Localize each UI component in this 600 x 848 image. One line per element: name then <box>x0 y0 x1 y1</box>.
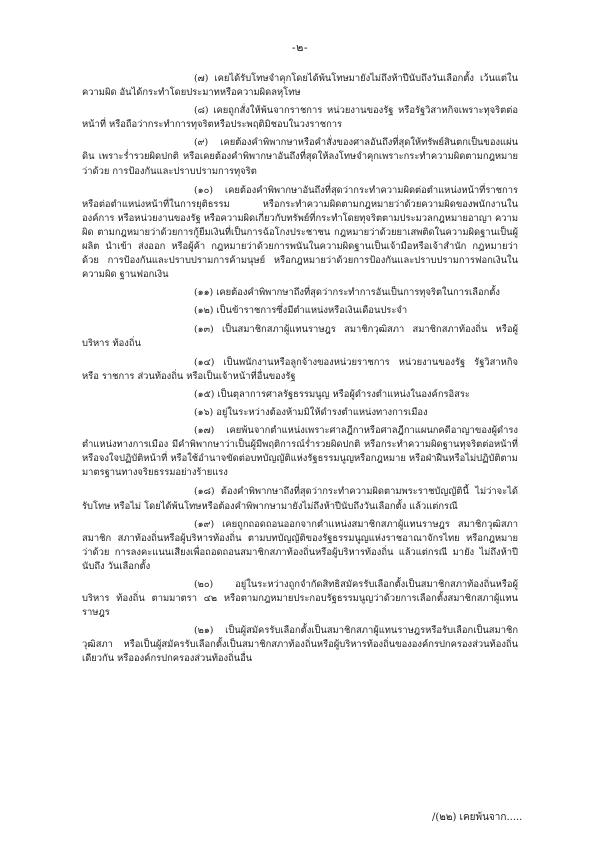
paragraph-9: (๙) เคยต้องคำพิพากษาหรือคำสั่งของศาลอันถึงที่สุดให้ทรัพย์สินตกเป็นของแผ่นดิน เพราะร่ำรวยผิดปกติ หรือเคยต้องคำพิพากษาอันถึงที่สุดให้ลงโทษจำคุกเพราะกระทำความผิดตามกฎหมายว่าด้วย การป้องกันและปราบปรามการทุจริต <box>82 137 518 177</box>
paragraph-13: (๑๓) เป็นสมาชิกสภาผู้แทนราษฎร สมาชิกวุฒิสภา สมาชิกสภาท้องถิ่น หรือผู้บริหาร ท้องถิ่น <box>82 323 518 349</box>
paragraph-8: (๘) เคยถูกสั่งให้พ้นจากราชการ หน่วยงานของรัฐ หรือรัฐวิสาหกิจเพราะทุจริตต่อหน้าที่ หรือถือว่ากระทำการทุจริตหรือประพฤติมิชอบในวงราชการ <box>82 105 518 131</box>
paragraph-20: (๒๐) อยู่ในระหว่างถูกจำกัดสิทธิสมัครรับเลือกตั้งเป็นสมาชิกสภาท้องถิ่นหรือผู้บริหาร ท้องถิ่น ตามมาตรา ๔๒ หรือตามกฎหมายประกอบรัฐธรรมนูญว่าด้วยการเลือกตั้งสมาชิกสภาผู้แทนราษฎร <box>82 579 518 619</box>
paragraph-19: (๑๙) เคยถูกถอดถอนออกจากตำแหน่งสมาชิกสภาผู้แทนราษฎร สมาชิกวุฒิสภา สมาชิก สภาท้องถิ่นหรือผู้บริหารท้องถิ่น ตามบทบัญญัติของรัฐธรรมนูญแห่งราชอาณาจักรไทย หรือกฎหมายว่าด้วย การลงคะแนนเสียงเพื่อถอดถอนสมาชิกสภาท้องถิ่นหรือผู้บริหารท้องถิ่น แล้วแต่กรณี มายัง ไม่ถึงห้าปีนับถึง วันเลือกตั้ง <box>82 518 518 572</box>
paragraph-10: (๑๐) เคยต้องคำพิพากษาอันถึงที่สุดว่ากระทำความผิดต่อตำแหน่งหน้าที่ราชการ หรือต่อตำแหน่งหน้าที่ในการยุติธรรม หรือกระทำความผิดตามกฎหมายว่าด้วยความผิดของพนักงานในองค์การ หรือหน่วยงานของรัฐ หรือความผิดเกี่ยวกับทรัพย์ที่กระทำโดยทุจริตตามประมวลกฎหมายอาญา ความผิด ตามกฎหมายว่าด้วยการกู้ยืมเงินที่เป็นการฉ้อโกงประชาชน กฎหมายว่าด้วยยาเสพติดในความผิดฐานเป็นผู้ผลิต นำเข้า ส่งออก หรือผู้ค้า กฎหมายว่าด้วยการพนันในความผิดฐานเป็นเจ้ามือหรือเจ้าสำนัก กฎหมายว่าด้วย การป้องกันและปราบปรามการค้ามนุษย์ หรือกฎหมายว่าด้วยการป้องกันและปราบปรามการฟอกเงินในความผิด ฐานฟอกเงิน <box>82 184 518 281</box>
paragraph-17: (๑๗) เคยพ้นจากตำแหน่งเพราะศาลฎีกาหรือศาลฎีกาแผนกคดีอาญาของผู้ดำรง ตำแหน่งทางการเมือง มีคำพิพากษาว่าเป็นผู้มีพฤติการณ์ร่ำรวยผิดปกติ หรือกระทำความผิดฐานทุจริตต่อหน้าที่ หรือจงใจปฏิบัติหน้าที่ หรือใช้อำนาจขัดต่อบทบัญญัติแห่งรัฐธรรมนูญหรือกฎหมาย หรือฝ่าฝืนหรือไม่ปฏิบัติตาม มาตรฐานทางจริยธรรมอย่างร้ายแรง <box>82 425 518 479</box>
paragraph-7: (๗) เคยได้รับโทษจำคุกโดยได้พ้นโทษมายังไม่ถึงห้าปีนับถึงวันเลือกตั้ง เว้นแต่ในความผิด อันได้กระทำโดยประมาทหรือความผิดลหุโทษ <box>82 73 518 99</box>
paragraph-18: (๑๘) ต้องคำพิพากษาถึงที่สุดว่ากระทำความผิดตามพระราชบัญญัตินี้ ไม่ว่าจะได้รับโทษ หรือไม่ โดยได้พ้นโทษหรือต้องคำพิพากษามายังไม่ถึงห้าปีนับถึงวันเลือกตั้ง แล้วแต่กรณี <box>82 486 518 512</box>
paragraph-16: (๑๖) อยู่ในระหว่างต้องห้ามมิให้ดำรงตำแหน่งทางการเมือง <box>194 406 428 418</box>
paragraph-11: (๑๑) เคยต้องคำพิพากษาถึงที่สุดว่ากระทำการอันเป็นการทุจริตในการเลือกตั้ง <box>194 287 500 299</box>
continuation-note: /(๒๒) เคยพ้นจาก..... <box>432 812 523 823</box>
page-number: -๒- <box>291 41 309 54</box>
paragraph-12: (๑๒) เป็นข้าราชการซึ่งมีตำแหน่งหรือเงินเดือนประจำ <box>194 305 408 317</box>
document-body <box>82 72 518 671</box>
paragraph-21: (๒๑) เป็นผู้สมัครรับเลือกตั้งเป็นสมาชิกสภาผู้แทนราษฎรหรือรับเลือกเป็นสมาชิก วุฒิสภา หรือเป็นผู้สมัครรับเลือกตั้งเป็นสมาชิกสภาท้องถิ่นหรือผู้บริหารท้องถิ่นขององค์กรปกครองส่วนท้องถิ่น เดียวกัน หรือองค์กรปกครองส่วนท้องถิ่นอื่น <box>82 625 518 665</box>
paragraph-14: (๑๔) เป็นพนักงานหรือลูกจ้างของหน่วยราชการ หน่วยงานของรัฐ รัฐวิสาหกิจ หรือ ราชการ ส่วนท้องถิ่น หรือเป็นเจ้าหน้าที่อื่นของรัฐ <box>82 356 518 382</box>
paragraph-15: (๑๕) เป็นตุลาการศาลรัฐธรรมนูญ หรือผู้ดำรงตำแหน่งในองค์กรอิสระ <box>194 388 470 400</box>
